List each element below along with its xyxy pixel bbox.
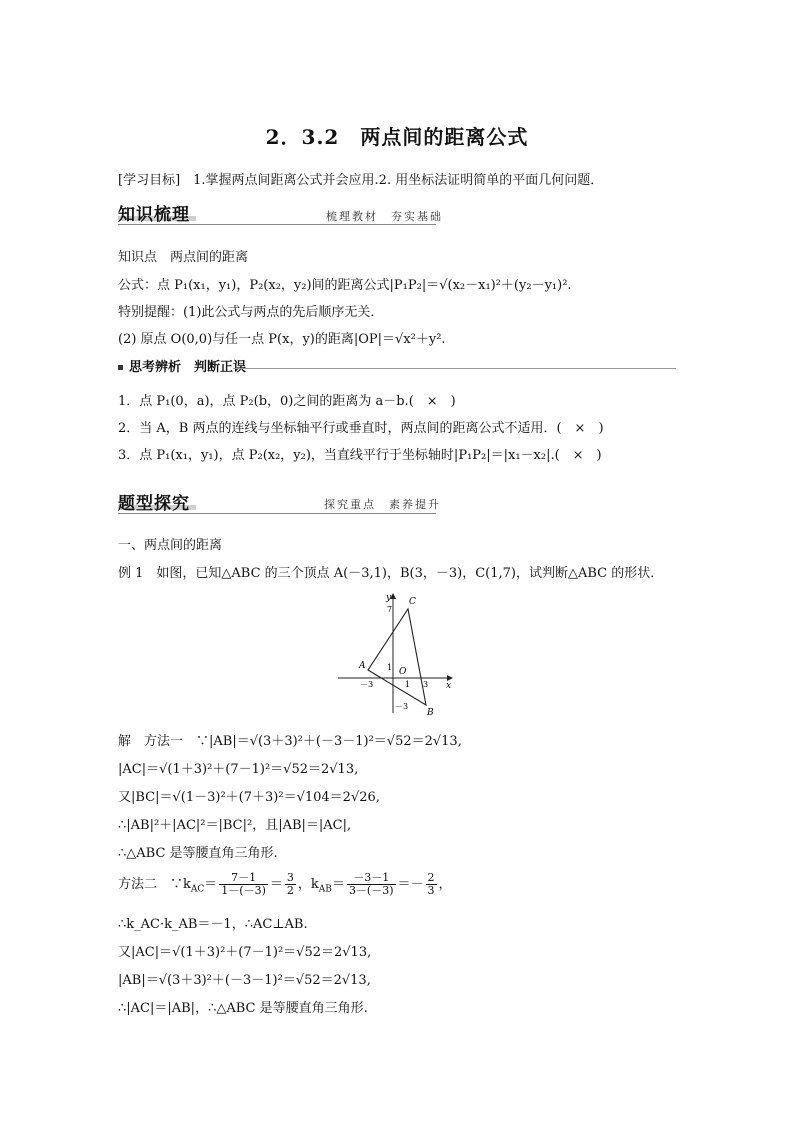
think-heading: 思考辨析 判断正误 xyxy=(118,360,246,376)
fraction: $\frac{3}{2}$ xyxy=(286,871,294,897)
x-axis-label: x xyxy=(446,681,452,691)
solution-line-1: 解 方法一 ∵|AB|＝√(3＋3)²＋(－3－1)²＝√52＝2√13, xyxy=(118,734,462,749)
think-rule xyxy=(233,368,676,369)
point-b-label: B xyxy=(427,708,434,718)
square-bullet-icon xyxy=(118,365,123,370)
section-heading-knowledge: 知识梳理 xyxy=(118,205,190,225)
tick-x-3: 3 xyxy=(423,680,429,689)
fraction: $\frac{7-1}{1-(-3)}$ xyxy=(221,871,266,897)
part-heading: 一、两点间的距离 xyxy=(118,538,223,553)
section-heading-explore: 题型探究 xyxy=(118,494,190,514)
section-rule xyxy=(118,224,436,225)
section-subtitle: 梳理教材 夯实基础 xyxy=(326,210,443,223)
judgment-1: 1．点 P₁(0，a)，点 P₂(b，0)之间的距离为 a－b.( × ) xyxy=(118,394,456,409)
judgment-3: 3．点 P₁(x₁，y₁)，点 P₂(x₂，y₂)，当直线平行于坐标轴时|P₁P₂|＝|x₁－x₂|.( × ) xyxy=(118,448,602,463)
page-title: 2．3.2 两点间的距离公式 xyxy=(265,125,529,149)
tick-y-7: 7 xyxy=(387,605,393,614)
triangle-abc xyxy=(368,609,429,705)
judgment-2: 2．当 A，B 两点的连线与坐标轴平行或垂直时，两点间的距离公式不适用．( × ) xyxy=(118,421,604,436)
triangle-figure xyxy=(330,588,460,718)
origin-label: O xyxy=(399,667,407,677)
section-subtitle: 探究重点 素养提升 xyxy=(324,498,441,511)
example-1: 例 1 如图，已知△ABC 的三个顶点 A(－3,1)，B(3，－3)，C(1,7)，试判断△ABC 的形状． xyxy=(118,566,664,581)
point-c-label: C xyxy=(409,597,416,607)
section-rule xyxy=(118,513,436,514)
tick-y-neg3: －3 xyxy=(395,702,409,711)
solution-line-8: 又|AC|＝√(1＋3)²＋(7－1)²＝√52＝2√13, xyxy=(118,945,372,960)
y-axis-label: y xyxy=(386,593,392,603)
solution-line-3: 又|BC|＝√(1－3)²＋(7＋3)²＝√104＝2√26, xyxy=(118,790,380,805)
solution-line-7: ∴k_AC·k_AB＝－1，∴AC⊥AB. xyxy=(118,917,308,932)
tick-x-neg3: －3 xyxy=(360,680,374,689)
solution-line-9: |AB|＝√(3＋3)²＋(－3－1)²＝√52＝2√13, xyxy=(118,973,371,988)
solution-line-5: ∴△ABC 是等腰直角三角形. xyxy=(118,846,278,861)
tick-y-1: 1 xyxy=(387,663,393,672)
point-a-label: A xyxy=(359,661,366,671)
learning-goals: [学习目标] 1.掌握两点间距离公式并会应用.2. 用坐标法证明简单的平面几何问题． xyxy=(118,173,604,188)
fraction: $\frac{2}{3}$ xyxy=(427,871,435,897)
tip-2: (2) 原点 O(0,0)与任一点 P(x，y)的距离|OP|＝√x²＋y². xyxy=(118,332,446,347)
tick-x-1: 1 xyxy=(405,680,411,689)
method-two-line: 方法二 $\because k_{AC}=$ $\frac{7-1}{1-(-3)}$ ＝ $\frac{3}{2}$ ，$k_{AB}=$ $\frac{-3-1}{3-(-3)}$ ＝－ $\frac{2}{3}$ ， xyxy=(118,871,452,897)
solution-line-2: |AC|＝√(1＋3)²＋(7－1)²＝√52＝2√13, xyxy=(118,762,359,777)
tip-1: 特别提醒：(1)此公式与两点的先后顺序无关． xyxy=(118,305,384,320)
solution-line-10: ∴|AC|＝|AB|，∴△ABC 是等腰直角三角形. xyxy=(118,1001,368,1016)
knowledge-point-title: 知识点 两点间的距离 xyxy=(118,250,249,265)
solution-line-4: ∴|AB|²＋|AC|²＝|BC|²，且|AB|＝|AC|, xyxy=(118,818,352,833)
distance-formula: 公式：点 P₁(x₁，y₁)，P₂(x₂，y₂)间的距离公式|P₁P₂|＝√(x₂－x₁)²＋(y₂－y₁)². xyxy=(118,278,572,293)
fraction: $\frac{-3-1}{3-(-3)}$ xyxy=(348,871,394,897)
